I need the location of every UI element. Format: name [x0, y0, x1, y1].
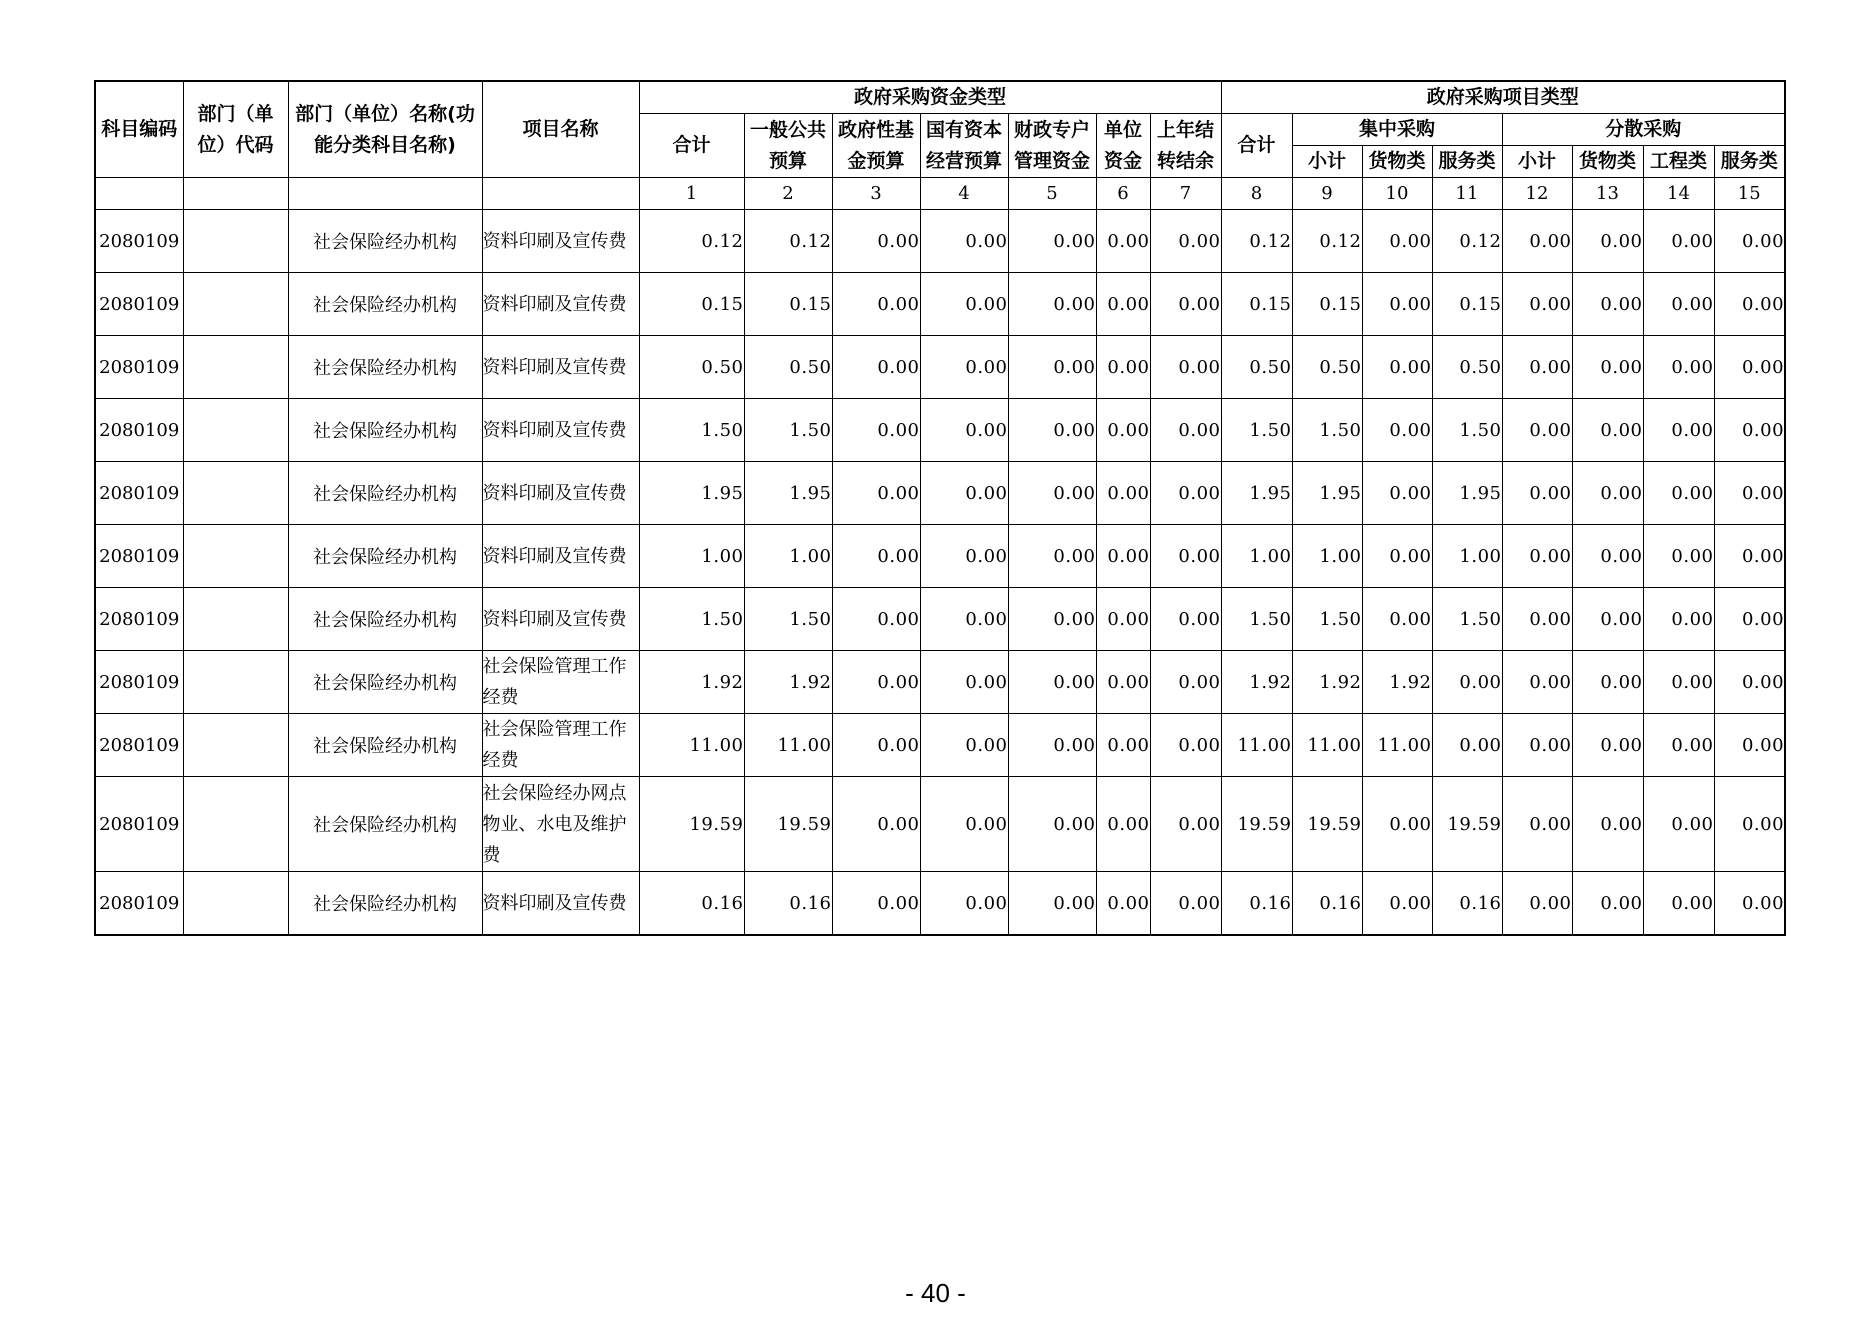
cell-amount: 1.00: [1221, 525, 1292, 588]
cell-dept-name: 社会保险经办机构: [288, 777, 482, 872]
cell-amount: 0.15: [1292, 273, 1362, 336]
cell-subject-code: 2080109: [95, 588, 183, 651]
cell-subject-code: 2080109: [95, 399, 183, 462]
cell-amount: 0.00: [1502, 651, 1572, 714]
cell-amount: 0.50: [639, 336, 744, 399]
cell-amount: 0.00: [920, 273, 1008, 336]
cell-project-name: 资料印刷及宣传费: [482, 210, 639, 273]
procurement-table: [94, 80, 1786, 936]
table-row: [95, 336, 1785, 399]
cell-amount: 1.92: [744, 651, 832, 714]
cell-amount: 0.00: [832, 525, 920, 588]
cell-amount: 0.00: [1008, 872, 1096, 936]
group-fund-type: 政府采购资金类型: [639, 81, 1221, 114]
cell-amount: 0.12: [1292, 210, 1362, 273]
cell-amount: 0.00: [1150, 210, 1221, 273]
cell-amount: 11.00: [1292, 714, 1362, 777]
cell-amount: 0.00: [1502, 777, 1572, 872]
cell-amount: 0.15: [744, 273, 832, 336]
cell-amount: 0.00: [1572, 462, 1643, 525]
cell-subject-code: 2080109: [95, 336, 183, 399]
cell-amount: 0.00: [1714, 588, 1785, 651]
cell-amount: 0.00: [920, 777, 1008, 872]
cell-amount: 19.59: [1432, 777, 1502, 872]
cell-amount: 0.15: [1221, 273, 1292, 336]
cell-amount: 0.00: [1643, 399, 1714, 462]
cell-amount: 0.00: [920, 588, 1008, 651]
col-dept-code: 部门（单位）代码: [183, 81, 288, 178]
cell-amount: 0.00: [832, 273, 920, 336]
cell-amount: 0.00: [920, 462, 1008, 525]
index-cell: 3: [832, 178, 920, 210]
cell-amount: 0.00: [1008, 462, 1096, 525]
col-fund-unit: 单位资金: [1096, 114, 1150, 178]
cell-amount: 0.50: [1432, 336, 1502, 399]
cell-amount: 0.00: [920, 714, 1008, 777]
table-row: [95, 399, 1785, 462]
cell-subject-code: 2080109: [95, 714, 183, 777]
index-cell: 8: [1221, 178, 1292, 210]
cell-amount: 0.00: [1008, 588, 1096, 651]
cell-amount: 0.00: [1362, 273, 1432, 336]
index-cell: 2: [744, 178, 832, 210]
index-blank: [288, 178, 482, 210]
cell-amount: 1.95: [1221, 462, 1292, 525]
col-scattered-engineering: 工程类: [1643, 146, 1714, 178]
cell-amount: 0.00: [1572, 714, 1643, 777]
cell-amount: 19.59: [1292, 777, 1362, 872]
index-cell: 7: [1150, 178, 1221, 210]
cell-amount: 0.00: [832, 210, 920, 273]
col-project-name: 项目名称: [482, 81, 639, 178]
cell-amount: 0.00: [1714, 336, 1785, 399]
cell-amount: 1.50: [639, 588, 744, 651]
cell-amount: 0.00: [1643, 651, 1714, 714]
cell-amount: 19.59: [744, 777, 832, 872]
cell-dept-code: [183, 273, 288, 336]
table-row: [95, 588, 1785, 651]
table-row: [95, 462, 1785, 525]
cell-amount: 0.00: [1572, 525, 1643, 588]
cell-amount: 0.00: [832, 336, 920, 399]
cell-amount: 0.00: [1714, 525, 1785, 588]
index-cell: 9: [1292, 178, 1362, 210]
cell-amount: 1.50: [1221, 588, 1292, 651]
cell-amount: 0.00: [1096, 588, 1150, 651]
cell-amount: 0.00: [1502, 462, 1572, 525]
col-scattered-goods: 货物类: [1572, 146, 1643, 178]
cell-amount: 0.00: [1008, 336, 1096, 399]
cell-amount: 0.00: [1096, 462, 1150, 525]
cell-amount: 0.00: [1362, 525, 1432, 588]
cell-amount: 0.00: [1096, 777, 1150, 872]
cell-amount: 0.00: [1643, 872, 1714, 936]
cell-amount: 0.00: [1096, 336, 1150, 399]
cell-amount: 0.00: [1714, 462, 1785, 525]
table-row: [95, 651, 1785, 714]
cell-dept-code: [183, 210, 288, 273]
cell-amount: 0.00: [1502, 210, 1572, 273]
cell-amount: 0.00: [1096, 651, 1150, 714]
cell-amount: 11.00: [744, 714, 832, 777]
cell-amount: 0.12: [744, 210, 832, 273]
cell-amount: 0.00: [1572, 872, 1643, 936]
cell-amount: 11.00: [639, 714, 744, 777]
cell-amount: 0.00: [1572, 210, 1643, 273]
col-fund-total: 合计: [639, 114, 744, 178]
cell-amount: 0.00: [1502, 588, 1572, 651]
cell-amount: 0.00: [1150, 336, 1221, 399]
cell-amount: 1.92: [1221, 651, 1292, 714]
cell-amount: 0.00: [1643, 777, 1714, 872]
cell-amount: 0.00: [1008, 273, 1096, 336]
cell-amount: 0.15: [639, 273, 744, 336]
col-central-subtotal: 小计: [1292, 146, 1362, 178]
cell-amount: 0.00: [920, 651, 1008, 714]
cell-dept-code: [183, 336, 288, 399]
cell-amount: 0.00: [1150, 651, 1221, 714]
cell-amount: 0.50: [1221, 336, 1292, 399]
col-central-goods: 货物类: [1362, 146, 1432, 178]
index-cell: 12: [1502, 178, 1572, 210]
cell-amount: 1.50: [639, 399, 744, 462]
cell-amount: 1.95: [639, 462, 744, 525]
group-scattered: 分散采购: [1502, 114, 1785, 146]
cell-amount: 0.00: [920, 336, 1008, 399]
cell-dept-name: 社会保险经办机构: [288, 399, 482, 462]
cell-amount: 11.00: [1362, 714, 1432, 777]
cell-amount: 1.95: [1432, 462, 1502, 525]
index-cell: 15: [1714, 178, 1785, 210]
index-cell: 1: [639, 178, 744, 210]
cell-amount: 0.00: [920, 399, 1008, 462]
cell-amount: 0.12: [1432, 210, 1502, 273]
cell-amount: 0.00: [1714, 210, 1785, 273]
cell-amount: 0.00: [1714, 399, 1785, 462]
cell-amount: 0.00: [1502, 714, 1572, 777]
cell-amount: 0.00: [832, 872, 920, 936]
table-row: [95, 525, 1785, 588]
cell-amount: 0.00: [920, 872, 1008, 936]
cell-subject-code: 2080109: [95, 872, 183, 936]
cell-subject-code: 2080109: [95, 210, 183, 273]
cell-amount: 0.00: [1714, 651, 1785, 714]
cell-project-name: 社会保险管理工作经费: [482, 714, 639, 777]
cell-amount: 0.00: [1572, 273, 1643, 336]
cell-amount: 0.00: [1008, 651, 1096, 714]
cell-dept-name: 社会保险经办机构: [288, 525, 482, 588]
cell-amount: 0.00: [832, 777, 920, 872]
cell-amount: 0.00: [1150, 777, 1221, 872]
cell-amount: 0.00: [1096, 872, 1150, 936]
cell-amount: 1.50: [1221, 399, 1292, 462]
page-number: - 40 -: [905, 1278, 966, 1308]
cell-dept-code: [183, 588, 288, 651]
col-item-total: 合计: [1221, 114, 1292, 178]
cell-project-name: 社会保险管理工作经费: [482, 651, 639, 714]
col-fund-stateown: 国有资本经营预算: [920, 114, 1008, 178]
cell-dept-name: 社会保险经办机构: [288, 872, 482, 936]
cell-amount: 0.00: [832, 651, 920, 714]
cell-subject-code: 2080109: [95, 525, 183, 588]
col-fund-govfund: 政府性基金预算: [832, 114, 920, 178]
cell-subject-code: 2080109: [95, 462, 183, 525]
cell-amount: 0.00: [1362, 777, 1432, 872]
table-row: [95, 714, 1785, 777]
cell-dept-name: 社会保险经办机构: [288, 714, 482, 777]
cell-amount: 0.00: [1096, 210, 1150, 273]
cell-amount: 0.00: [1150, 588, 1221, 651]
cell-amount: 1.92: [1292, 651, 1362, 714]
table-header: [95, 81, 1785, 210]
index-cell: 6: [1096, 178, 1150, 210]
index-blank: [482, 178, 639, 210]
cell-amount: 0.00: [1150, 525, 1221, 588]
cell-amount: 1.50: [1432, 399, 1502, 462]
cell-subject-code: 2080109: [95, 777, 183, 872]
cell-amount: 19.59: [639, 777, 744, 872]
cell-project-name: 资料印刷及宣传费: [482, 399, 639, 462]
index-cell: 5: [1008, 178, 1096, 210]
cell-dept-name: 社会保险经办机构: [288, 273, 482, 336]
cell-project-name: 资料印刷及宣传费: [482, 525, 639, 588]
cell-amount: 0.15: [1432, 273, 1502, 336]
cell-amount: 0.00: [1714, 872, 1785, 936]
cell-amount: 0.00: [1572, 399, 1643, 462]
cell-amount: 0.00: [1643, 210, 1714, 273]
cell-project-name: 资料印刷及宣传费: [482, 273, 639, 336]
cell-amount: 0.00: [1643, 525, 1714, 588]
cell-amount: 0.00: [832, 462, 920, 525]
cell-amount: 0.00: [1643, 588, 1714, 651]
cell-amount: 0.00: [1572, 336, 1643, 399]
cell-amount: 0.00: [1008, 525, 1096, 588]
cell-amount: 0.00: [1096, 525, 1150, 588]
cell-dept-code: [183, 777, 288, 872]
cell-amount: 0.00: [1096, 399, 1150, 462]
cell-amount: 0.00: [1432, 651, 1502, 714]
col-fund-carry: 上年结转结余: [1150, 114, 1221, 178]
cell-amount: 0.16: [1292, 872, 1362, 936]
cell-amount: 0.00: [1572, 588, 1643, 651]
cell-amount: 0.16: [744, 872, 832, 936]
cell-amount: 0.00: [1008, 777, 1096, 872]
cell-amount: 0.00: [920, 210, 1008, 273]
cell-amount: 0.00: [1008, 399, 1096, 462]
cell-amount: 0.00: [1096, 273, 1150, 336]
cell-dept-name: 社会保险经办机构: [288, 210, 482, 273]
cell-dept-code: [183, 399, 288, 462]
cell-subject-code: 2080109: [95, 651, 183, 714]
cell-project-name: 资料印刷及宣传费: [482, 588, 639, 651]
cell-amount: 0.12: [639, 210, 744, 273]
cell-amount: 0.00: [1362, 210, 1432, 273]
cell-amount: 1.50: [744, 588, 832, 651]
cell-amount: 0.16: [639, 872, 744, 936]
cell-amount: 1.50: [1432, 588, 1502, 651]
cell-amount: 1.92: [1362, 651, 1432, 714]
cell-amount: 0.50: [1292, 336, 1362, 399]
index-cell: 14: [1643, 178, 1714, 210]
index-cell: 4: [920, 178, 1008, 210]
cell-amount: 0.00: [1008, 714, 1096, 777]
cell-amount: 11.00: [1221, 714, 1292, 777]
group-item-type: 政府采购项目类型: [1221, 81, 1785, 114]
cell-dept-code: [183, 872, 288, 936]
cell-project-name: 资料印刷及宣传费: [482, 336, 639, 399]
index-cell: 13: [1572, 178, 1643, 210]
cell-amount: 0.00: [1502, 273, 1572, 336]
cell-project-name: 资料印刷及宣传费: [482, 872, 639, 936]
cell-amount: 0.00: [1572, 651, 1643, 714]
table-row: [95, 273, 1785, 336]
cell-amount: 0.00: [1008, 210, 1096, 273]
index-cell: 10: [1362, 178, 1432, 210]
col-fund-special: 财政专户管理资金: [1008, 114, 1096, 178]
col-subject-code: 科目编码: [95, 81, 183, 178]
cell-project-name: 资料印刷及宣传费: [482, 462, 639, 525]
cell-amount: 0.00: [1643, 462, 1714, 525]
table-row: [95, 210, 1785, 273]
index-row: [95, 178, 1785, 210]
cell-amount: 1.50: [1292, 588, 1362, 651]
cell-amount: 0.00: [1150, 399, 1221, 462]
cell-amount: 0.00: [1150, 462, 1221, 525]
cell-dept-name: 社会保险经办机构: [288, 588, 482, 651]
cell-dept-code: [183, 462, 288, 525]
cell-amount: 1.50: [744, 399, 832, 462]
cell-amount: 0.00: [1150, 273, 1221, 336]
cell-amount: 0.00: [1643, 273, 1714, 336]
cell-amount: 1.50: [1292, 399, 1362, 462]
cell-amount: 0.00: [1502, 872, 1572, 936]
cell-amount: 0.00: [832, 399, 920, 462]
cell-amount: 0.00: [1362, 336, 1432, 399]
cell-amount: 1.92: [639, 651, 744, 714]
cell-amount: 1.95: [744, 462, 832, 525]
cell-amount: 0.00: [1150, 872, 1221, 936]
cell-amount: 0.00: [1714, 273, 1785, 336]
cell-amount: 1.00: [1432, 525, 1502, 588]
cell-dept-code: [183, 651, 288, 714]
cell-amount: 1.00: [744, 525, 832, 588]
col-fund-general: 一般公共预算: [744, 114, 832, 178]
cell-amount: 1.00: [1292, 525, 1362, 588]
cell-amount: 0.00: [832, 588, 920, 651]
col-central-service: 服务类: [1432, 146, 1502, 178]
cell-amount: 0.00: [1714, 714, 1785, 777]
cell-amount: 0.00: [1432, 714, 1502, 777]
cell-amount: 0.00: [832, 714, 920, 777]
cell-amount: 0.00: [1714, 777, 1785, 872]
cell-dept-code: [183, 525, 288, 588]
cell-amount: 1.00: [639, 525, 744, 588]
table-row: [95, 777, 1785, 872]
index-blank: [95, 178, 183, 210]
cell-amount: 0.12: [1221, 210, 1292, 273]
cell-project-name: 社会保险经办网点物业、水电及维护费: [482, 777, 639, 872]
cell-amount: 0.00: [1502, 399, 1572, 462]
index-cell: 11: [1432, 178, 1502, 210]
col-dept-name: 部门（单位）名称(功能分类科目名称): [288, 81, 482, 178]
cell-dept-name: 社会保险经办机构: [288, 336, 482, 399]
cell-dept-name: 社会保险经办机构: [288, 462, 482, 525]
cell-amount: 0.00: [1096, 714, 1150, 777]
table-row: [95, 872, 1785, 936]
cell-amount: 0.00: [1502, 525, 1572, 588]
cell-amount: 19.59: [1221, 777, 1292, 872]
cell-dept-name: 社会保险经办机构: [288, 651, 482, 714]
col-scattered-service: 服务类: [1714, 146, 1785, 178]
col-scattered-subtotal: 小计: [1502, 146, 1572, 178]
cell-amount: 0.00: [1502, 336, 1572, 399]
cell-amount: 0.00: [1572, 777, 1643, 872]
cell-amount: 1.95: [1292, 462, 1362, 525]
cell-amount: 0.50: [744, 336, 832, 399]
group-central: 集中采购: [1292, 114, 1502, 146]
cell-amount: 0.16: [1221, 872, 1292, 936]
cell-amount: 0.00: [1150, 714, 1221, 777]
cell-amount: 0.00: [1362, 399, 1432, 462]
table-body: [95, 210, 1785, 936]
cell-amount: 0.00: [1362, 462, 1432, 525]
cell-amount: 0.00: [1362, 588, 1432, 651]
index-blank: [183, 178, 288, 210]
cell-dept-code: [183, 714, 288, 777]
cell-amount: 0.00: [1643, 336, 1714, 399]
cell-amount: 0.00: [920, 525, 1008, 588]
cell-amount: 0.00: [1643, 714, 1714, 777]
cell-subject-code: 2080109: [95, 273, 183, 336]
cell-amount: 0.16: [1432, 872, 1502, 936]
cell-amount: 0.00: [1362, 872, 1432, 936]
